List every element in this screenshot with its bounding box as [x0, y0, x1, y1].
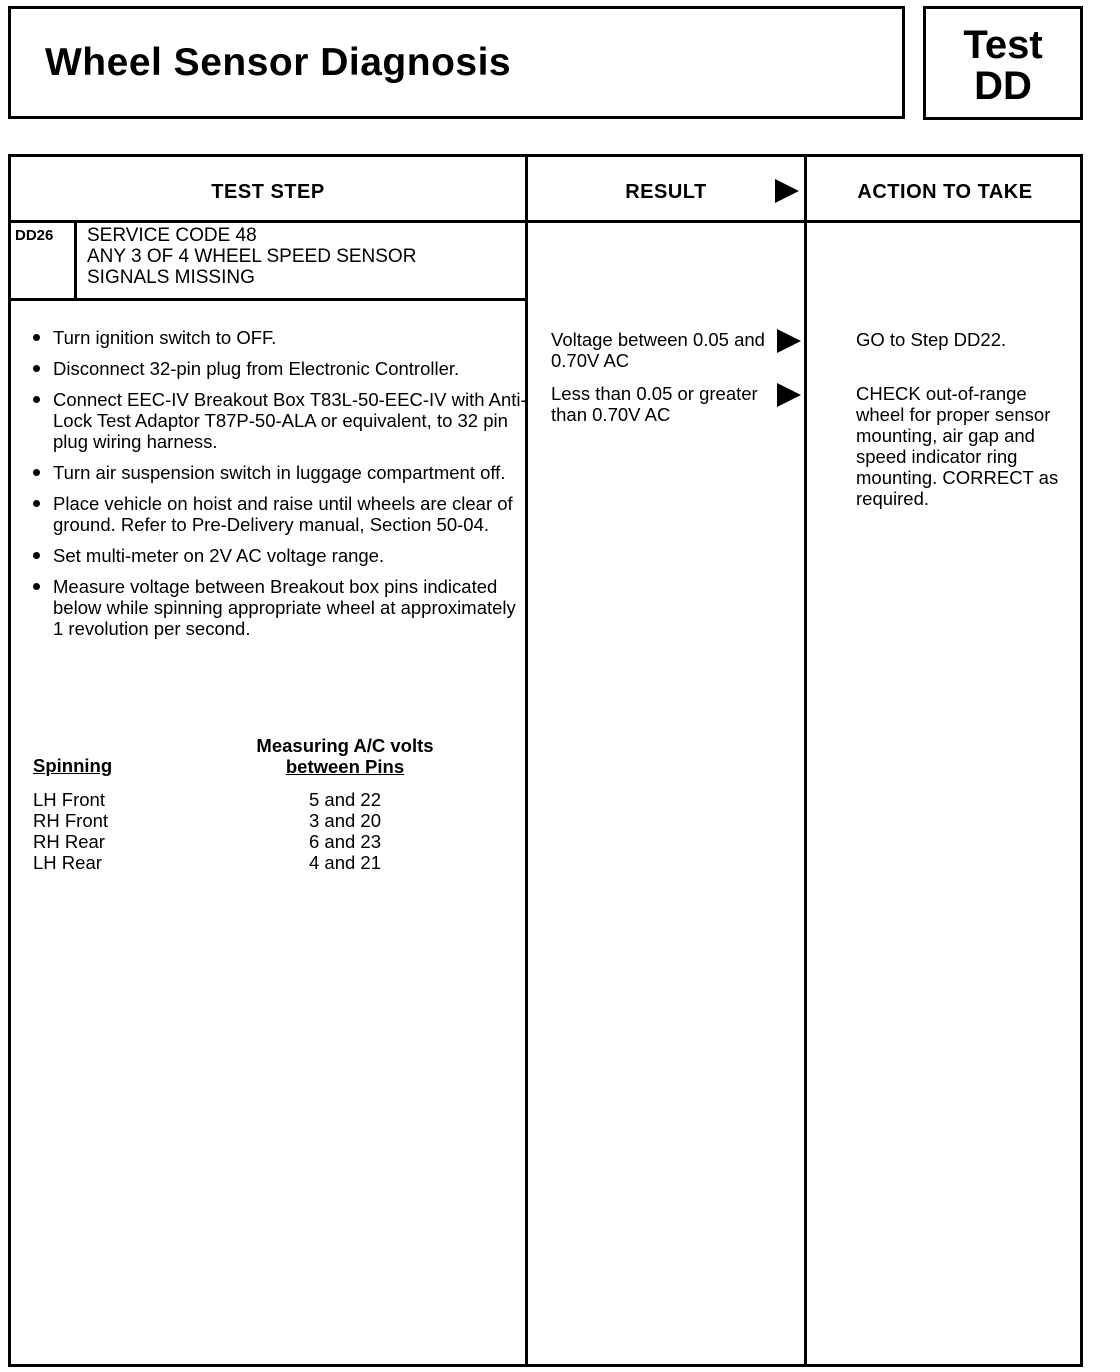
- spin-rows: [33, 789, 453, 873]
- action-2: CHECK out-of-range wheel for proper sensor mounting, air gap and speed indicator ring mounting. CORRECT as required.: [856, 383, 1059, 509]
- table-row: [33, 831, 453, 852]
- diagnosis-table: [8, 154, 1083, 1367]
- test-label: Test: [963, 23, 1043, 67]
- pins-col-header: [245, 735, 445, 777]
- header-divider: [11, 220, 1080, 223]
- header-result: RESULT: [625, 181, 707, 203]
- header-test-step: TEST STEP: [211, 181, 325, 203]
- step-title-line: SERVICE CODE 48: [87, 225, 257, 246]
- step-title-line: SIGNALS MISSING: [87, 267, 255, 288]
- result-arrow-icon: [777, 329, 801, 353]
- result-arrow-icon: [777, 383, 801, 407]
- pins-col-header-line1: Measuring A/C volts: [256, 735, 434, 756]
- result-arrow-icon: [775, 179, 799, 203]
- step-id: DD26: [15, 227, 54, 244]
- page-title: Wheel Sensor Diagnosis: [45, 41, 512, 84]
- result-2: Less than 0.05 or greater than 0.70V AC: [551, 383, 758, 425]
- step-id-divider: [74, 220, 77, 298]
- procedure-item: Disconnect 32-pin plug from Electronic Controller.: [27, 358, 527, 379]
- table-row: [33, 810, 453, 831]
- test-id-box: [923, 6, 1083, 120]
- action-1: GO to Step DD22.: [856, 329, 1007, 350]
- pins-col-header-line2: between Pins: [285, 756, 405, 777]
- procedure-item: Place vehicle on hoist and raise until wheels are clear of ground. Refer to Pre-Delivery manual, Section 50-04.: [27, 493, 527, 535]
- pins-cell: 5 and 22: [308, 789, 381, 810]
- wheel-cell: LH Front: [33, 789, 105, 810]
- wheel-cell: RH Front: [33, 810, 109, 831]
- header-action: ACTION TO TAKE: [857, 181, 1033, 203]
- title-box: [8, 6, 905, 119]
- pins-cell: 4 and 21: [308, 852, 381, 873]
- procedure-item: Turn ignition switch to OFF.: [27, 327, 527, 348]
- pins-cell: 3 and 20: [308, 810, 381, 831]
- wheel-cell: LH Rear: [33, 852, 102, 873]
- table-row: [33, 789, 453, 810]
- table-row: [33, 852, 453, 873]
- procedure-item: Set multi-meter on 2V AC voltage range.: [27, 545, 527, 566]
- step-title: [87, 225, 416, 288]
- procedure-list: [27, 327, 527, 649]
- procedure-item: Turn air suspension switch in luggage compartment off.: [27, 462, 527, 483]
- procedure-item: Measure voltage between Breakout box pins indicated below while spinning appropriate wheel at approximately 1 revolution per second.: [27, 576, 527, 639]
- wheel-cell: RH Rear: [33, 831, 105, 852]
- procedure-item: Connect EEC-IV Breakout Box T83L-50-EEC-IV with Anti-Lock Test Adaptor T87P-50-ALA or equivalent, to 32 pin plug wiring harness.: [27, 389, 527, 452]
- pins-cell: 6 and 23: [308, 831, 381, 852]
- step-header-divider: [11, 298, 525, 301]
- column-divider: [804, 157, 807, 1364]
- result-1: Voltage between 0.05 and 0.70V AC: [551, 329, 765, 371]
- step-title-line: ANY 3 OF 4 WHEEL SPEED SENSOR: [87, 246, 417, 267]
- spin-col-header: Spinning: [33, 755, 113, 776]
- test-code: DD: [974, 64, 1032, 108]
